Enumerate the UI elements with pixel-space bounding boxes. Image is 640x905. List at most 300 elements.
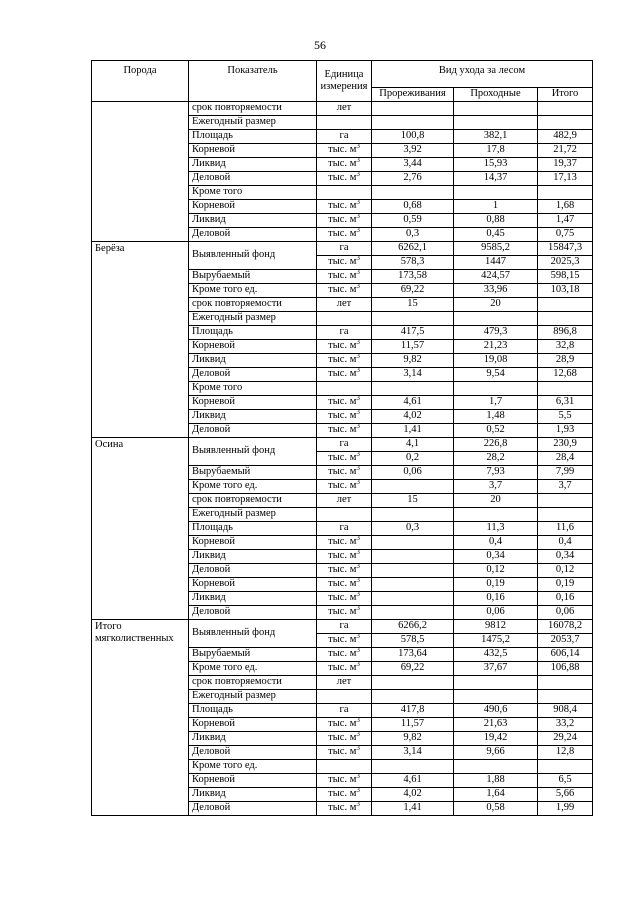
unit-superscript: 3 bbox=[356, 773, 360, 781]
indicator-cell: срок повторяемости bbox=[189, 494, 317, 508]
thinning-value-cell: 0,2 bbox=[372, 452, 454, 466]
unit-cell bbox=[317, 228, 372, 242]
passage-value-cell: 0,12 bbox=[454, 564, 538, 578]
unit-superscript: 3 bbox=[356, 745, 360, 753]
indicator-cell: Деловой bbox=[189, 746, 317, 760]
unit-text: тыс. м bbox=[328, 256, 357, 268]
thinning-value-cell: 4,02 bbox=[372, 410, 454, 424]
passage-value-cell: 20 bbox=[454, 298, 538, 312]
total-value-cell bbox=[538, 494, 593, 508]
unit-cell bbox=[317, 172, 372, 186]
passage-value-cell: 9812 bbox=[454, 620, 538, 634]
indicator-cell: Корневой bbox=[189, 774, 317, 788]
unit-superscript: 3 bbox=[356, 605, 360, 613]
total-value-cell: 6,5 bbox=[538, 774, 593, 788]
thinning-value-cell: 4,61 bbox=[372, 396, 454, 410]
passage-value-cell: 1,88 bbox=[454, 774, 538, 788]
unit-cell bbox=[317, 760, 372, 774]
indicator-cell: Корневой bbox=[189, 396, 317, 410]
unit-superscript: 3 bbox=[356, 661, 360, 669]
passage-value-cell bbox=[454, 382, 538, 396]
page-number: 56 bbox=[314, 38, 326, 52]
unit-superscript: 3 bbox=[356, 353, 360, 361]
indicator-cell: Деловой bbox=[189, 368, 317, 382]
passage-value-cell: 1 bbox=[454, 200, 538, 214]
passage-value-cell: 21,63 bbox=[454, 718, 538, 732]
unit-text: тыс. м bbox=[328, 228, 357, 240]
thinning-value-cell bbox=[372, 592, 454, 606]
total-value-cell: 482,9 bbox=[538, 130, 593, 144]
passage-value-cell: 432,5 bbox=[454, 648, 538, 662]
thinning-value-cell: 1,41 bbox=[372, 802, 454, 816]
unit-cell bbox=[317, 774, 372, 788]
thinning-value-cell: 578,5 bbox=[372, 634, 454, 648]
thinning-value-cell: 4,61 bbox=[372, 774, 454, 788]
unit-text: тыс. м bbox=[328, 270, 357, 282]
unit-cell bbox=[317, 452, 372, 466]
indicator-cell: Кроме того bbox=[189, 382, 317, 396]
unit-cell bbox=[317, 186, 372, 200]
passage-value-cell: 0,06 bbox=[454, 606, 538, 620]
passage-value-cell: 0,19 bbox=[454, 578, 538, 592]
passage-value-cell: 28,2 bbox=[454, 452, 538, 466]
total-value-cell: 28,9 bbox=[538, 354, 593, 368]
breed-cell: Итого мягколиственных bbox=[92, 620, 189, 816]
passage-value-cell: 1,48 bbox=[454, 410, 538, 424]
unit-text: тыс. м bbox=[328, 550, 357, 562]
thinning-value-cell bbox=[372, 606, 454, 620]
unit-cell bbox=[317, 312, 372, 326]
unit-text: тыс. м bbox=[328, 466, 357, 478]
passage-value-cell: 226,8 bbox=[454, 438, 538, 452]
unit-cell bbox=[317, 340, 372, 354]
unit-cell bbox=[317, 592, 372, 606]
thinning-value-cell: 100,8 bbox=[372, 130, 454, 144]
unit-superscript: 3 bbox=[356, 143, 360, 151]
passage-value-cell: 0,34 bbox=[454, 550, 538, 564]
unit-text: лет bbox=[336, 102, 352, 114]
unit-superscript: 3 bbox=[356, 577, 360, 585]
thinning-value-cell bbox=[372, 382, 454, 396]
unit-cell bbox=[317, 676, 372, 690]
unit-cell bbox=[317, 158, 372, 172]
unit-superscript: 3 bbox=[356, 339, 360, 347]
unit-text: тыс. м bbox=[328, 340, 357, 352]
indicator-cell: Площадь bbox=[189, 326, 317, 340]
passage-value-cell bbox=[454, 186, 538, 200]
unit-superscript: 3 bbox=[356, 479, 360, 487]
unit-text: га bbox=[339, 326, 349, 338]
unit-text: лет bbox=[336, 676, 352, 688]
unit-text: тыс. м bbox=[328, 200, 357, 212]
thinning-value-cell: 0,59 bbox=[372, 214, 454, 228]
unit-cell bbox=[317, 256, 372, 270]
thinning-value-cell: 11,57 bbox=[372, 340, 454, 354]
thinning-value-cell bbox=[372, 536, 454, 550]
unit-cell bbox=[317, 550, 372, 564]
thinning-value-cell: 173,64 bbox=[372, 648, 454, 662]
indicator-cell: Площадь bbox=[189, 522, 317, 536]
total-value-cell: 0,4 bbox=[538, 536, 593, 550]
unit-cell bbox=[317, 522, 372, 536]
indicator-cell: Корневой bbox=[189, 536, 317, 550]
unit-text: га bbox=[339, 130, 349, 142]
thinning-value-cell bbox=[372, 676, 454, 690]
total-value-cell bbox=[538, 760, 593, 774]
unit-text: га bbox=[339, 438, 349, 450]
unit-superscript: 3 bbox=[356, 171, 360, 179]
unit-superscript: 3 bbox=[356, 367, 360, 375]
total-value-cell: 908,4 bbox=[538, 704, 593, 718]
unit-cell bbox=[317, 690, 372, 704]
indicator-cell: Вырубаемый bbox=[189, 466, 317, 480]
passage-value-cell: 424,57 bbox=[454, 270, 538, 284]
breed-cell bbox=[92, 102, 189, 242]
indicator-cell: Деловой bbox=[189, 564, 317, 578]
indicator-cell: Вырубаемый bbox=[189, 648, 317, 662]
total-value-cell: 0,75 bbox=[538, 228, 593, 242]
total-value-cell: 230,9 bbox=[538, 438, 593, 452]
unit-text: тыс. м bbox=[328, 648, 357, 660]
indicator-cell: Ликвид bbox=[189, 732, 317, 746]
table-body bbox=[92, 102, 593, 816]
indicator-cell: Ежегодный размер bbox=[189, 312, 317, 326]
unit-superscript: 3 bbox=[356, 801, 360, 809]
total-value-cell: 15847,3 bbox=[538, 242, 593, 256]
passage-value-cell: 1447 bbox=[454, 256, 538, 270]
thinning-value-cell: 6266,2 bbox=[372, 620, 454, 634]
total-value-cell bbox=[538, 116, 593, 130]
total-value-cell: 0,34 bbox=[538, 550, 593, 564]
passage-value-cell: 1475,2 bbox=[454, 634, 538, 648]
thinning-value-cell bbox=[372, 550, 454, 564]
passage-value-cell: 0,52 bbox=[454, 424, 538, 438]
unit-cell bbox=[317, 270, 372, 284]
thinning-value-cell: 15 bbox=[372, 494, 454, 508]
indicator-cell: Деловой bbox=[189, 228, 317, 242]
unit-cell bbox=[317, 788, 372, 802]
unit-superscript: 3 bbox=[356, 409, 360, 417]
unit-superscript: 3 bbox=[356, 227, 360, 235]
unit-text: тыс. м bbox=[328, 578, 357, 590]
indicator-cell: срок повторяемости bbox=[189, 298, 317, 312]
unit-text: тыс. м bbox=[328, 746, 357, 758]
total-value-cell: 6,31 bbox=[538, 396, 593, 410]
total-value-cell: 598,15 bbox=[538, 270, 593, 284]
passage-value-cell: 21,23 bbox=[454, 340, 538, 354]
thinning-value-cell: 0,68 bbox=[372, 200, 454, 214]
total-value-cell: 28,4 bbox=[538, 452, 593, 466]
unit-text: тыс. м bbox=[328, 284, 357, 296]
passage-value-cell: 490,6 bbox=[454, 704, 538, 718]
thinning-value-cell: 0,06 bbox=[372, 466, 454, 480]
thinning-value-cell: 4,02 bbox=[372, 788, 454, 802]
passage-value-cell: 19,42 bbox=[454, 732, 538, 746]
total-value-cell bbox=[538, 690, 593, 704]
unit-cell bbox=[317, 634, 372, 648]
unit-text: тыс. м bbox=[328, 214, 357, 226]
passage-value-cell: 15,93 bbox=[454, 158, 538, 172]
passage-value-cell: 33,96 bbox=[454, 284, 538, 298]
indicator-cell: Деловой bbox=[189, 424, 317, 438]
indicator-cell: Деловой bbox=[189, 802, 317, 816]
indicator-cell: Ежегодный размер bbox=[189, 690, 317, 704]
unit-superscript: 3 bbox=[356, 269, 360, 277]
indicator-cell: Ликвид bbox=[189, 158, 317, 172]
unit-text: тыс. м bbox=[328, 144, 357, 156]
unit-text: тыс. м bbox=[328, 410, 357, 422]
unit-cell bbox=[317, 130, 372, 144]
unit-text: тыс. м bbox=[328, 564, 357, 576]
indicator-cell: Кроме того ед. bbox=[189, 480, 317, 494]
unit-superscript: 3 bbox=[356, 451, 360, 459]
thinning-value-cell bbox=[372, 480, 454, 494]
total-value-cell bbox=[538, 102, 593, 116]
indicator-cell: Площадь bbox=[189, 704, 317, 718]
thinning-value-cell: 69,22 bbox=[372, 284, 454, 298]
header-unit bbox=[317, 61, 372, 102]
total-value-cell: 5,66 bbox=[538, 788, 593, 802]
total-value-cell: 19,37 bbox=[538, 158, 593, 172]
passage-value-cell bbox=[454, 676, 538, 690]
passage-value-cell bbox=[454, 760, 538, 774]
indicator-cell: Площадь bbox=[189, 130, 317, 144]
unit-cell bbox=[317, 298, 372, 312]
indicator-cell: Ликвид bbox=[189, 788, 317, 802]
unit-cell bbox=[317, 354, 372, 368]
total-value-cell: 2025,3 bbox=[538, 256, 593, 270]
total-value-cell: 1,93 bbox=[538, 424, 593, 438]
unit-text: лет bbox=[336, 298, 352, 310]
thinning-value-cell bbox=[372, 186, 454, 200]
unit-cell bbox=[317, 480, 372, 494]
total-value-cell: 16078,2 bbox=[538, 620, 593, 634]
indicator-cell: Кроме того ед. bbox=[189, 662, 317, 676]
unit-superscript: 3 bbox=[356, 157, 360, 165]
unit-text: га bbox=[339, 522, 349, 534]
passage-value-cell: 9,54 bbox=[454, 368, 538, 382]
thinning-value-cell: 0,3 bbox=[372, 228, 454, 242]
unit-text: тыс. м bbox=[328, 592, 357, 604]
unit-cell bbox=[317, 368, 372, 382]
indicator-cell: Ликвид bbox=[189, 214, 317, 228]
header-care-type: Вид ухода за лесом bbox=[372, 61, 593, 88]
thinning-value-cell: 173,58 bbox=[372, 270, 454, 284]
thinning-value-cell bbox=[372, 564, 454, 578]
unit-text: тыс. м bbox=[328, 662, 357, 674]
thinning-value-cell: 9,82 bbox=[372, 354, 454, 368]
unit-text: га bbox=[339, 704, 349, 716]
passage-value-cell: 9,66 bbox=[454, 746, 538, 760]
unit-cell bbox=[317, 802, 372, 816]
indicator-cell: Ликвид bbox=[189, 354, 317, 368]
unit-superscript: 3 bbox=[356, 633, 360, 641]
total-value-cell: 12,8 bbox=[538, 746, 593, 760]
unit-superscript: 3 bbox=[356, 563, 360, 571]
indicator-cell: Ежегодный размер bbox=[189, 116, 317, 130]
passage-value-cell: 0,88 bbox=[454, 214, 538, 228]
thinning-value-cell bbox=[372, 760, 454, 774]
thinning-value-cell bbox=[372, 116, 454, 130]
passage-value-cell: 14,37 bbox=[454, 172, 538, 186]
indicator-cell: Деловой bbox=[189, 606, 317, 620]
total-value-cell: 32,8 bbox=[538, 340, 593, 354]
passage-value-cell bbox=[454, 102, 538, 116]
total-value-cell: 0,16 bbox=[538, 592, 593, 606]
header-breed: Порода bbox=[92, 61, 189, 102]
unit-text: тыс. м bbox=[328, 172, 357, 184]
indicator-cell: Кроме того ед. bbox=[189, 284, 317, 298]
unit-cell bbox=[317, 214, 372, 228]
total-value-cell bbox=[538, 298, 593, 312]
indicator-cell: Выявленный фонд bbox=[189, 438, 317, 466]
unit-cell bbox=[317, 648, 372, 662]
unit-superscript: 3 bbox=[356, 213, 360, 221]
unit-superscript: 3 bbox=[356, 535, 360, 543]
indicator-cell: срок повторяемости bbox=[189, 102, 317, 116]
unit-text: тыс. м bbox=[328, 802, 357, 814]
indicator-cell: Корневой bbox=[189, 144, 317, 158]
header-total: Итого bbox=[538, 88, 593, 102]
thinning-value-cell: 0,3 bbox=[372, 522, 454, 536]
thinning-value-cell: 3,44 bbox=[372, 158, 454, 172]
total-value-cell bbox=[538, 508, 593, 522]
total-value-cell: 29,24 bbox=[538, 732, 593, 746]
passage-value-cell bbox=[454, 690, 538, 704]
unit-superscript: 3 bbox=[356, 423, 360, 431]
total-value-cell bbox=[538, 312, 593, 326]
indicator-cell: Кроме того bbox=[189, 186, 317, 200]
total-value-cell bbox=[538, 382, 593, 396]
passage-value-cell: 0,58 bbox=[454, 802, 538, 816]
unit-text: тыс. м bbox=[328, 452, 357, 464]
unit-cell bbox=[317, 326, 372, 340]
indicator-cell: Кроме того ед. bbox=[189, 760, 317, 774]
passage-value-cell: 1,7 bbox=[454, 396, 538, 410]
passage-value-cell: 7,93 bbox=[454, 466, 538, 480]
total-value-cell: 103,18 bbox=[538, 284, 593, 298]
unit-superscript: 3 bbox=[356, 395, 360, 403]
table-row bbox=[92, 242, 593, 256]
passage-value-cell: 37,67 bbox=[454, 662, 538, 676]
thinning-value-cell: 417,8 bbox=[372, 704, 454, 718]
unit-cell bbox=[317, 578, 372, 592]
unit-text: тыс. м bbox=[328, 774, 357, 786]
indicator-cell: Выявленный фонд bbox=[189, 620, 317, 648]
unit-cell bbox=[317, 438, 372, 452]
thinning-value-cell bbox=[372, 578, 454, 592]
thinning-value-cell: 15 bbox=[372, 298, 454, 312]
thinning-value-cell bbox=[372, 508, 454, 522]
total-value-cell: 3,7 bbox=[538, 480, 593, 494]
passage-value-cell: 17,8 bbox=[454, 144, 538, 158]
unit-text: тыс. м bbox=[328, 480, 357, 492]
indicator-cell: Корневой bbox=[189, 578, 317, 592]
unit-cell bbox=[317, 606, 372, 620]
indicator-cell: Ежегодный размер bbox=[189, 508, 317, 522]
total-value-cell: 21,72 bbox=[538, 144, 593, 158]
unit-superscript: 3 bbox=[356, 787, 360, 795]
thinning-value-cell: 417,5 bbox=[372, 326, 454, 340]
header-passage: Проходные bbox=[454, 88, 538, 102]
passage-value-cell bbox=[454, 508, 538, 522]
unit-text: тыс. м bbox=[328, 788, 357, 800]
thinning-value-cell: 3,14 bbox=[372, 368, 454, 382]
indicator-cell: Деловой bbox=[189, 172, 317, 186]
unit-text: тыс. м bbox=[328, 424, 357, 436]
thinning-value-cell: 6262,1 bbox=[372, 242, 454, 256]
unit-cell bbox=[317, 424, 372, 438]
passage-value-cell: 0,45 bbox=[454, 228, 538, 242]
total-value-cell: 106,88 bbox=[538, 662, 593, 676]
total-value-cell: 0,19 bbox=[538, 578, 593, 592]
table-header bbox=[92, 61, 593, 102]
thinning-value-cell bbox=[372, 690, 454, 704]
thinning-value-cell: 2,76 bbox=[372, 172, 454, 186]
unit-cell bbox=[317, 284, 372, 298]
total-value-cell: 11,6 bbox=[538, 522, 593, 536]
unit-cell bbox=[317, 704, 372, 718]
unit-text: га bbox=[339, 242, 349, 254]
passage-value-cell: 9585,2 bbox=[454, 242, 538, 256]
indicator-cell: Корневой bbox=[189, 200, 317, 214]
thinning-value-cell: 3,14 bbox=[372, 746, 454, 760]
unit-text: тыс. м bbox=[328, 354, 357, 366]
total-value-cell: 5,5 bbox=[538, 410, 593, 424]
thinning-value-cell bbox=[372, 312, 454, 326]
passage-value-cell: 20 bbox=[454, 494, 538, 508]
unit-superscript: 3 bbox=[356, 199, 360, 207]
indicator-cell: Корневой bbox=[189, 340, 317, 354]
unit-text: лет bbox=[336, 494, 352, 506]
total-value-cell: 606,14 bbox=[538, 648, 593, 662]
table-row bbox=[92, 620, 593, 634]
unit-cell bbox=[317, 746, 372, 760]
thinning-value-cell: 578,3 bbox=[372, 256, 454, 270]
unit-superscript: 3 bbox=[356, 255, 360, 263]
unit-text: тыс. м bbox=[328, 718, 357, 730]
unit-superscript: 3 bbox=[356, 647, 360, 655]
unit-text: тыс. м bbox=[328, 368, 357, 380]
total-value-cell: 1,47 bbox=[538, 214, 593, 228]
indicator-cell: Вырубаемый bbox=[189, 270, 317, 284]
unit-text: тыс. м bbox=[328, 536, 357, 548]
unit-cell bbox=[317, 732, 372, 746]
total-value-cell bbox=[538, 186, 593, 200]
total-value-cell: 0,06 bbox=[538, 606, 593, 620]
total-value-cell: 17,13 bbox=[538, 172, 593, 186]
total-value-cell: 896,8 bbox=[538, 326, 593, 340]
table-row bbox=[92, 102, 593, 116]
unit-text: тыс. м bbox=[328, 606, 357, 618]
unit-cell bbox=[317, 396, 372, 410]
indicator-cell: Ликвид bbox=[189, 592, 317, 606]
passage-value-cell: 479,3 bbox=[454, 326, 538, 340]
breed-cell: Берёза bbox=[92, 242, 189, 438]
thinning-value-cell: 11,57 bbox=[372, 718, 454, 732]
unit-text: тыс. м bbox=[328, 396, 357, 408]
total-value-cell: 2053,7 bbox=[538, 634, 593, 648]
passage-value-cell bbox=[454, 312, 538, 326]
total-value-cell: 1,68 bbox=[538, 200, 593, 214]
passage-value-cell: 0,16 bbox=[454, 592, 538, 606]
total-value-cell: 12,68 bbox=[538, 368, 593, 382]
passage-value-cell: 1,64 bbox=[454, 788, 538, 802]
unit-superscript: 3 bbox=[356, 549, 360, 557]
unit-cell bbox=[317, 410, 372, 424]
indicator-cell: Корневой bbox=[189, 718, 317, 732]
unit-cell bbox=[317, 200, 372, 214]
